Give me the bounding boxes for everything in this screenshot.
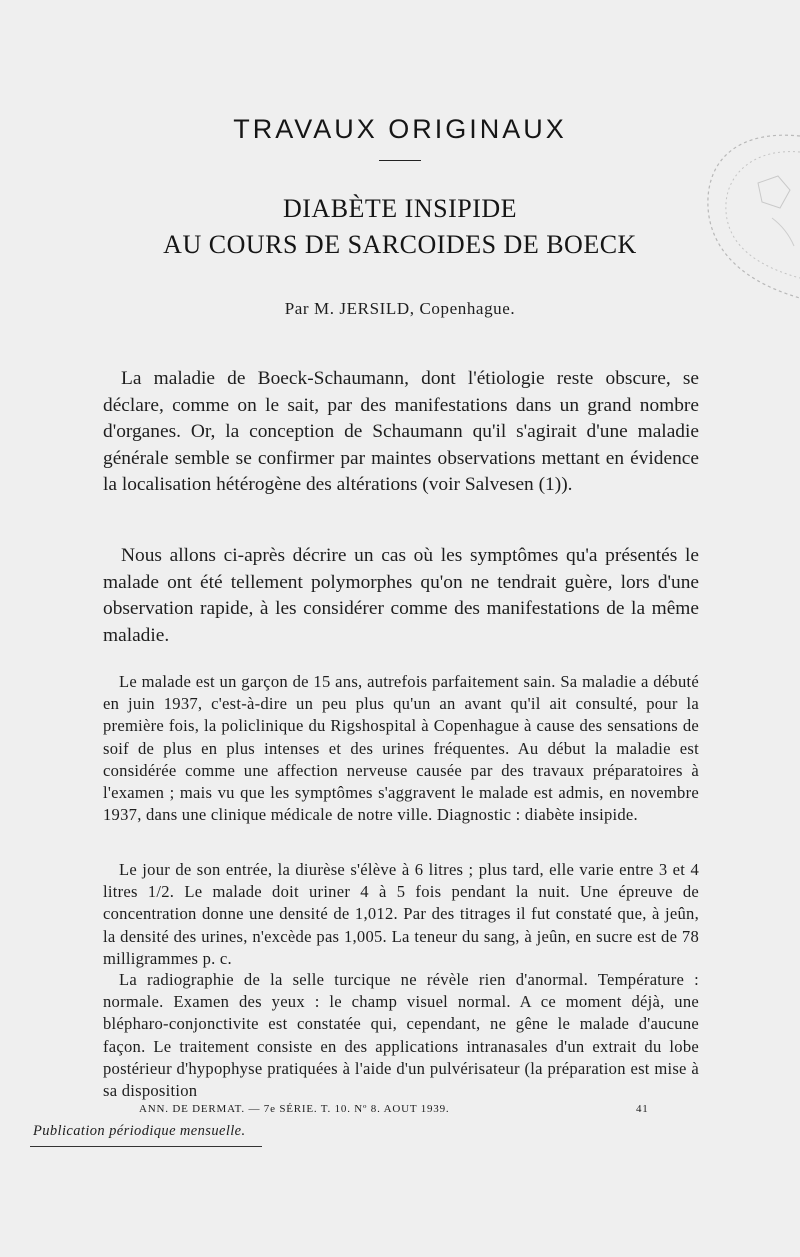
body-paragraph-4: Le jour de son entrée, la diurèse s'élève à 6 litres ; plus tard, elle varie entre 3 et 4 litres 1/2. Le malade doit uriner 4 à 5 fois pendant la nuit. Une épreuve de concentration donne une densité de 1,012. Par des titrages il fut constaté que, à jeûn, la densité des urines, n'excède pas 1,005. La teneur du sang, à jeûn, en sucre est de 78 milligrammes p. c. [103, 860, 699, 968]
page-number: 41 [636, 1103, 649, 1115]
body-paragraph-2: Nous allons ci-après décrire un cas où les symptômes qu'a présentés le malade ont été tellement polymorphes qu'on ne tendrait guère, lors d'une observation rapide, à les considérer comme des manifestations de la même maladie. [103, 545, 699, 646]
section-title: TRAVAUX ORIGINAUX [233, 114, 567, 144]
article-title-line-2: AU COURS DE SARCOIDES DE BOECK [163, 230, 637, 259]
journal-citation: ANN. DE DERMAT. — 7e SÉRIE. T. 10. Nº 8. AOUT 1939. [139, 1103, 450, 1115]
body-paragraph-5: La radiographie de la selle turcique ne révèle rien d'anormal. Température : normale. Examen des yeux : le champ visuel normal. A ce moment déjà, une blépharo-conjonctivite est constatée qui, cependant, ne gêne le malade d'aucune façon. Le traitement consiste en des applications intranasales d'un extrait du lobe postérieur d'hypophyse pratiquées à l'aide d'un pulvérisateur (la préparation est mise à sa disposition [103, 970, 699, 1101]
library-stamp-mark [700, 128, 800, 318]
body-paragraph-3: Le malade est un garçon de 15 ans, autrefois parfaitement sain. Sa maladie a débuté en juin 1937, c'est-à-dire un peu plus qu'un an avant qu'il ait consulté, pour la première fois, la policlinique du Rigshospital à Copenhague à cause des sensations de soif de plus en plus intenses et des urines fréquentes. Au début la maladie est considérée comme une affection nerveuse causée par des travaux préparatoires à l'examen ; mais vu que les symptômes s'aggravent le malade est admis, en novembre 1937, dans une clinique médicale de notre ville. Diagnostic : diabète insipide. [103, 672, 699, 825]
article-title-line-1: DIABÈTE INSIPIDE [282, 194, 518, 223]
body-paragraph-1: La maladie de Boeck-Schaumann, dont l'étiologie reste obscure, se déclare, comme on le sait, par des manifestations dans un grand nombre d'organes. Or, la conception de Schaumann qu'il s'agirait d'une maladie générale semble se confirmer par maintes observations mettant en évidence la localisation hétérogène des altérations (voir Salvesen (1)). [103, 368, 699, 496]
title-divider [379, 160, 421, 161]
footer-underline [30, 1146, 262, 1147]
author-byline: Par M. JERSILD, Copenhague. [284, 299, 516, 318]
publication-note: Publication périodique mensuelle. [33, 1123, 246, 1139]
